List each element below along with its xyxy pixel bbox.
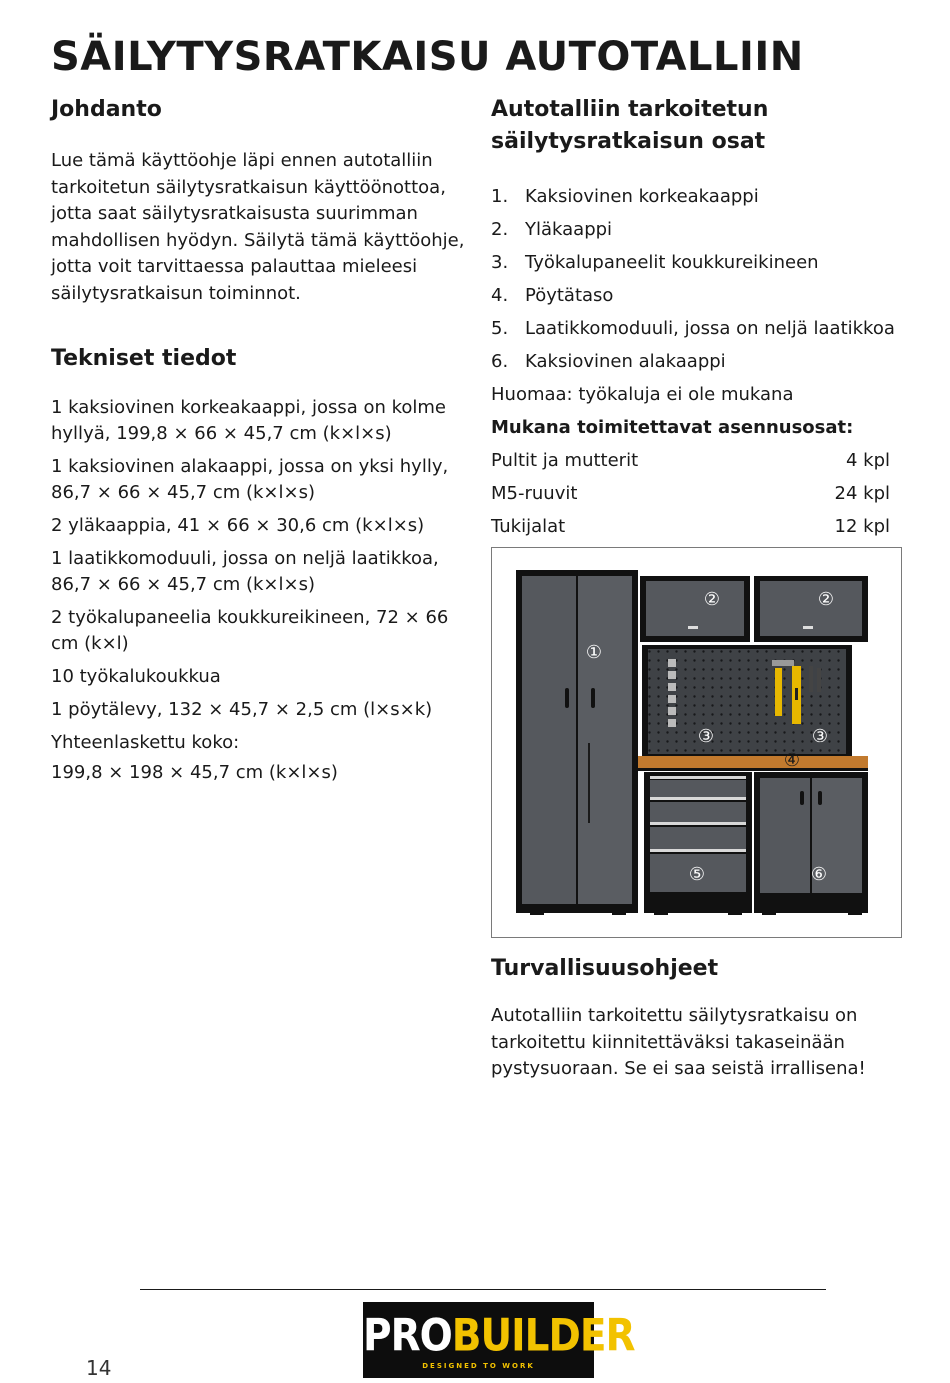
list-item: [491, 246, 903, 279]
list-item: [491, 180, 903, 213]
footer-divider: [140, 1289, 826, 1290]
hardware-qty: 12 kpl: [834, 516, 890, 537]
page-number: 14: [86, 1356, 112, 1380]
page-title: SÄILYTYSRATKAISU AUTOTALLIIN: [51, 34, 804, 80]
tech-item-line: 199,8 × 198 × 45,7 cm (k×l×s): [51, 762, 338, 783]
list-label: Pöytätaso: [525, 285, 614, 306]
tech-item-line: 86,7 × 66 × 45,7 cm (k×l×s): [51, 482, 315, 503]
intro-text: [51, 148, 471, 307]
worktop-edge: [638, 768, 868, 771]
list-item: [491, 213, 903, 246]
safety-line: Autotalliin tarkoitettu säilytysratkaisu on: [491, 1005, 858, 1026]
worktop: [638, 756, 868, 770]
cabinet-system-drawing: [492, 548, 901, 937]
wall-cabinet-left: [640, 576, 750, 642]
tools-note: Huomaa: työkaluja ei ole mukana: [491, 384, 794, 405]
intro-line: säilytysratkaisun toiminnot.: [51, 282, 301, 304]
list-number: 5.: [491, 318, 509, 339]
hardware-qty: 4 kpl: [845, 450, 890, 471]
safety-heading: Turvallisuusohjeet: [491, 956, 719, 981]
tech-heading: Tekniset tiedot: [51, 346, 237, 371]
parts-heading: [491, 94, 903, 158]
tech-item: [51, 546, 471, 598]
list-number: 4.: [491, 285, 509, 306]
tech-list: [51, 395, 471, 786]
safety-line: tarkoitettu kiinnitettäväksi takaseinään: [491, 1031, 845, 1053]
base-cabinet: [754, 772, 868, 915]
marker-1: ①: [585, 642, 603, 663]
list-number: 1.: [491, 186, 509, 207]
intro-heading: Johdanto: [51, 97, 162, 122]
tech-item: [51, 513, 471, 539]
probuilder-logo: [363, 1302, 635, 1378]
tech-item-line: 1 pöytälevy, 132 × 45,7 × 2,5 cm (l×s×k): [51, 699, 433, 720]
list-number: 2.: [491, 219, 509, 240]
parts-heading-line: säilytysratkaisun osat: [491, 129, 766, 154]
hardware-row: [491, 510, 890, 543]
hardware-name: Pultit ja mutterit: [491, 450, 639, 471]
list-item: [491, 279, 903, 312]
marker-6: ⑥: [810, 864, 828, 885]
parts-heading-line: Autotalliin tarkoitetun: [491, 97, 769, 122]
logo-wordmark: [363, 1310, 635, 1362]
tech-item: [51, 760, 471, 786]
safety-line: pystysuoraan. Se ei saa seistä irrallisena!: [491, 1058, 866, 1079]
tech-item: [51, 395, 471, 447]
tech-item-line: 2 työkalupaneelia koukkureikineen, 72 × 66: [51, 607, 449, 628]
intro-line: jotta voit tarvittaessa palauttaa mieleesi: [51, 256, 418, 277]
hardware-name: M5-ruuvit: [491, 483, 578, 504]
logo-tagline: DESIGNED TO WORK: [422, 1362, 535, 1370]
marker-4: ④: [783, 750, 801, 771]
list-label: Laatikkomoduuli, jossa on neljä laatikkoa: [525, 318, 895, 339]
tech-item-line: hyllyä, 199,8 × 66 × 45,7 cm (k×l×s): [51, 423, 392, 444]
right-column: [491, 94, 903, 543]
list-item: [491, 312, 903, 345]
tech-item-line: 2 yläkaappia, 41 × 66 × 30,6 cm (k×l×s): [51, 515, 425, 536]
list-item: [491, 345, 903, 378]
logo-pro: PRO: [363, 1310, 452, 1362]
safety-text: [491, 1003, 903, 1083]
logo-builder: BUILDER: [451, 1310, 635, 1362]
list-label: Yläkaappi: [525, 219, 613, 240]
tech-item-line: Yhteenlaskettu koko:: [51, 732, 240, 753]
list-label: Kaksiovinen alakaappi: [525, 351, 726, 372]
intro-line: jotta saat säilytysratkaisusta suurimman: [51, 203, 418, 224]
product-illustration: [491, 547, 902, 938]
marker-2-left: ②: [703, 589, 721, 610]
tech-item: [51, 605, 471, 657]
tech-item-line: 86,7 × 66 × 45,7 cm (k×l×s): [51, 574, 315, 595]
marker-3-left: ③: [697, 726, 715, 747]
safety-section: [491, 953, 903, 1083]
left-column: [51, 94, 471, 793]
marker-2-right: ②: [817, 589, 835, 610]
marker-5: ⑤: [688, 864, 706, 885]
parts-list: [491, 180, 903, 378]
tech-item-line: 1 kaksiovinen korkeakaappi, jossa on kolme: [51, 397, 447, 418]
list-label: Kaksiovinen korkeakaappi: [525, 186, 759, 207]
included-title: Mukana toimitettavat asennusosat:: [491, 417, 854, 438]
intro-line: tarkoitetun säilytysratkaisun käyttöönottoa,: [51, 176, 446, 198]
hardware-row: [491, 477, 890, 510]
marker-3-right: ③: [811, 726, 829, 747]
intro-line: mahdollisen hyödyn. Säilytä tämä käyttöohje,: [51, 229, 465, 251]
hardware-name: Tukijalat: [491, 516, 566, 537]
list-label: Työkalupaneelit koukkureikineen: [525, 252, 819, 273]
intro-line: Lue tämä käyttöohje läpi ennen autotalliin: [51, 150, 433, 171]
drawer-module: [644, 772, 752, 915]
list-number: 3.: [491, 252, 509, 273]
tech-item-line: 10 työkalukoukkua: [51, 666, 221, 687]
hardware-qty: 24 kpl: [834, 483, 890, 504]
tech-item: [51, 697, 471, 723]
tech-item-line: 1 kaksiovinen alakaappi, jossa on yksi hylly,: [51, 456, 449, 477]
tech-item: [51, 730, 471, 756]
tech-item: [51, 664, 471, 690]
tech-item: [51, 454, 471, 506]
tall-cabinet: [516, 570, 638, 915]
tech-item-line: cm (k×l): [51, 633, 129, 654]
list-number: 6.: [491, 351, 509, 372]
wall-cabinet-right: [754, 576, 868, 642]
hardware-row: [491, 444, 890, 477]
tech-item-line: 1 laatikkomoduuli, jossa on neljä laatikkoa,: [51, 548, 439, 569]
